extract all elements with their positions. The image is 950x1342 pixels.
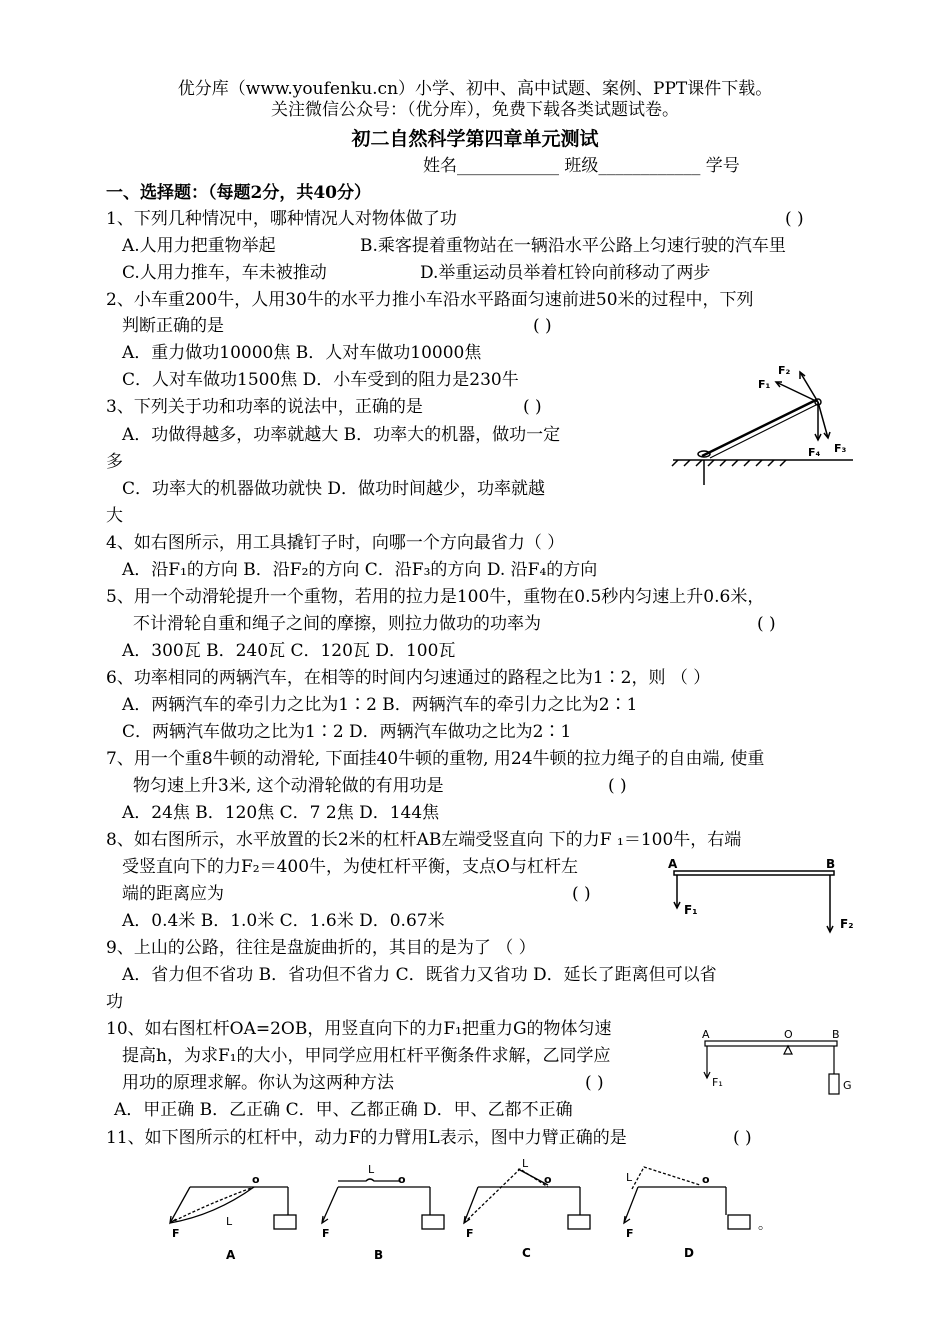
q8-stem-1: 8、如右图所示，水平放置的长2米的杠杆AB左端受竖直向 下的力F ₁＝100牛，右端 xyxy=(106,830,742,850)
lever-oab-label-f1: F₁ xyxy=(712,1076,723,1089)
q2-options-ab: A．重力做功10000焦 B．人对车做功10000焦 xyxy=(122,343,482,363)
q10-options: A．甲正确 B．乙正确 C．甲、乙都正确 D．甲、乙都不正确 xyxy=(114,1100,573,1120)
crowbar-figure xyxy=(668,360,858,490)
fig-caption-a: A xyxy=(226,1248,236,1262)
q3-options-cd-wrap: 大 xyxy=(106,506,123,526)
q11-bracket: ( ) xyxy=(733,1128,752,1148)
q1-option-c: C.人用力推车，车未被推动 xyxy=(122,263,327,283)
q2-stem-2: 判断正确的是 xyxy=(122,316,224,336)
lever-ab-figure xyxy=(664,856,874,936)
q4-options: A．沿F₁的方向 B．沿F₂的方向 C．沿F₃的方向 D. 沿F₄的方向 xyxy=(122,560,598,580)
q1-option-d: D.举重运动员举着杠铃向前移动了两步 xyxy=(420,263,711,283)
q3-options-ab: A．功做得越多，功率就越大 B．功率大的机器，做功一定 xyxy=(122,425,561,445)
q11-stem: 11、如下图所示的杠杆中，动力F的力臂用L表示，图中力臂正确的是 xyxy=(106,1128,627,1148)
q6-options-cd: C．两辆汽车做功之比为1∶2 D．两辆汽车做功之比为2∶1 xyxy=(122,722,572,742)
fig-d-label-l: L xyxy=(626,1171,633,1184)
lever-ab-label-b: B xyxy=(826,857,836,871)
q10-stem-1: 10、如右图杠杆OA=2OB，用竖直向下的力F₁把重力G的物体匀速 xyxy=(106,1019,612,1039)
q3-bracket: ( ) xyxy=(523,397,542,417)
q9-options-wrap: 功 xyxy=(106,992,123,1012)
lever-ab-label-f2: F₂ xyxy=(840,917,854,931)
q7-options: A．24焦 B．120焦 C．7 2焦 D．144焦 xyxy=(122,803,440,823)
q10-stem-2: 提高h，为求F₁的大小，甲同学应用杠杆平衡条件求解，乙同学应 xyxy=(122,1046,611,1066)
q7-stem-2: 物匀速上升3米, 这个动滑轮做的有用功是 xyxy=(133,776,444,796)
q8-stem-3: 端的距离应为 xyxy=(122,884,224,904)
q6-stem: 6、功率相同的两辆汽车，在相等的时间内匀速通过的路程之比为1∶2，则 （ ） xyxy=(106,668,711,688)
lever-oab-figure xyxy=(700,1026,860,1096)
q10-stem-3: 用功的原理求解。你认为这两种方法 xyxy=(122,1073,394,1093)
section-heading: 一、选择题：（每题2分，共40分） xyxy=(106,183,371,203)
q1-bracket: ( ) xyxy=(785,209,804,229)
fig-b-label-f: F xyxy=(322,1227,330,1240)
fig-caption-b: B xyxy=(374,1248,384,1262)
header-line-1: 优分库（www.youfenku.cn）小学、初中、高中试题、案例、PPT课件下载。 xyxy=(177,79,773,99)
q9-options: A．省力但不省功 B．省功但不省力 C．既省力又省功 D．延长了距离但可以省 xyxy=(122,965,717,985)
q1-option-a: A.人用力把重物举起 xyxy=(122,236,276,256)
q1-option-b: B.乘客提着重物站在一辆沿水平公路上匀速行驶的汽车里 xyxy=(360,236,786,256)
fig-c-label-f: F xyxy=(466,1227,474,1240)
q8-stem-2: 受竖直向下的力F₂＝400牛，为使杠杆平衡，支点O与杠杆左 xyxy=(122,857,578,877)
lever-oab-label-o: O xyxy=(784,1028,793,1041)
q9-stem: 9、上山的公路，往往是盘旋曲折的，其目的是为了 （ ） xyxy=(106,938,536,958)
fig-c-label-l: L xyxy=(522,1157,529,1170)
fig-b-label-o: o xyxy=(398,1173,406,1186)
fig-b-label-l: L xyxy=(368,1163,375,1176)
fig-caption-d: D xyxy=(684,1246,694,1260)
header-line-2: 关注微信公众号：（优分库），免费下载各类试题试卷。 xyxy=(271,100,679,120)
lever-oab-label-a: A xyxy=(702,1028,710,1041)
q2-bracket: ( ) xyxy=(533,316,552,336)
student-info: 姓名____________ 班级____________ 学号 xyxy=(423,156,740,176)
fig-a-label-f: F xyxy=(172,1227,180,1240)
lever-arm-figures xyxy=(160,1155,780,1265)
q2-options-cd: C．人对车做功1500焦 D．小车受到的阻力是230牛 xyxy=(122,370,519,390)
q4-stem: 4、如右图所示，用工具撬钉子时，向哪一个方向最省力（ ） xyxy=(106,533,565,553)
q5-stem-2: 不计滑轮自重和绳子之间的摩擦，则拉力做功的功率为 xyxy=(133,614,541,634)
q7-bracket: ( ) xyxy=(608,776,627,796)
q3-stem: 3、下列关于功和功率的说法中，正确的是 xyxy=(106,397,423,417)
lever-oab-label-g: G xyxy=(843,1079,852,1092)
lever-oab-label-b: B xyxy=(832,1028,840,1041)
lever-ab-label-f1: F₁ xyxy=(684,903,698,917)
q2-stem-1: 2、小车重200牛，人用30牛的水平力推小车沿水平路面匀速前进50米的过程中，下列 xyxy=(106,290,754,310)
q8-bracket: ( ) xyxy=(572,884,591,904)
fig-d-label-f: F xyxy=(626,1227,634,1240)
fig-caption-c: C xyxy=(522,1246,531,1260)
q6-options-ab: A．两辆汽车的牵引力之比为1∶2 B．两辆汽车的牵引力之比为2∶1 xyxy=(122,695,638,715)
fig-c-label-o: o xyxy=(544,1173,552,1186)
crowbar-label-f4: F₄ xyxy=(808,446,821,459)
fig-a-label-l: L xyxy=(226,1215,233,1228)
page-title: 初二自然科学第四章单元测试 xyxy=(351,128,599,150)
q3-options-ab-wrap: 多 xyxy=(106,452,123,472)
q10-bracket: ( ) xyxy=(585,1073,604,1093)
crowbar-label-f1: F₁ xyxy=(758,378,771,391)
crowbar-label-f2: F₂ xyxy=(778,364,791,377)
q1-stem: 1、下列几种情况中，哪种情况人对物体做了功 xyxy=(106,209,457,229)
fig-d-label-o: o xyxy=(702,1173,710,1186)
lever-ab-label-a: A xyxy=(668,857,678,871)
q8-options: A．0.4米 B．1.0米 C．1.6米 D．0.67米 xyxy=(122,911,445,931)
crowbar-label-f3: F₃ xyxy=(834,442,847,455)
q7-stem-1: 7、用一个重8牛顿的动滑轮, 下面挂40牛顿的重物, 用24牛顿的拉力绳子的自由端, 使重 xyxy=(106,749,765,769)
q3-options-cd: C．功率大的机器做功就快 D．做功时间越少，功率就越 xyxy=(122,479,546,499)
fig-a-label-o: o xyxy=(252,1173,260,1186)
q5-options: A．300瓦 B．240瓦 C．120瓦 D．100瓦 xyxy=(122,641,456,661)
fig-end-mark: 。 xyxy=(758,1217,772,1233)
q5-stem-1: 5、用一个动滑轮提升一个重物，若用的拉力是100牛，重物在0.5秒内匀速上升0.6米， xyxy=(106,587,765,607)
q5-bracket: ( ) xyxy=(757,614,776,634)
